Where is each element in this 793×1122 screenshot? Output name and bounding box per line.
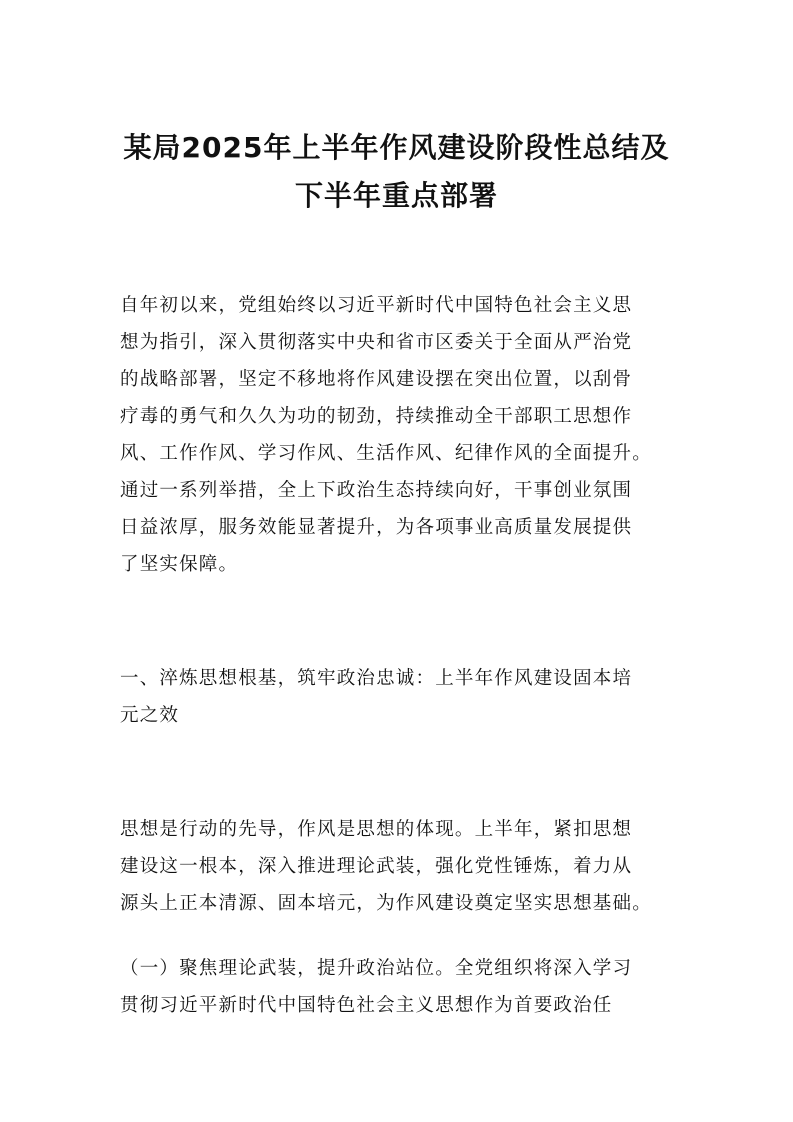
- heading-line: 元之效: [120, 705, 180, 726]
- paragraph-line: 源头上正本清源、固本培元，为作风建设奠定坚实思想基础。: [120, 893, 652, 914]
- paragraph-line: 通过一系列举措，全上下政治生态持续向好，干事创业氛围: [120, 480, 633, 501]
- section-heading-1: [120, 660, 675, 734]
- paragraph-line: 思想是行动的先导，作风是思想的体现。上半年，紧扣思想: [120, 819, 633, 840]
- section-1-paragraph: [120, 811, 675, 922]
- paragraph-line: 了坚实保障。: [120, 554, 239, 575]
- heading-line: 一、淬炼思想根基，筑牢政治忠诚：上半年作风建设固本培: [120, 668, 633, 689]
- document-title-line-2: 下半年重点部署: [294, 179, 498, 212]
- paragraph-line: 贯彻习近平新时代中国特色社会主义思想作为首要政治任: [120, 995, 613, 1016]
- paragraph-line: 自年初以来，党组始终以习近平新时代中国特色社会主义思: [120, 295, 633, 316]
- paragraph-line: 想为指引，深入贯彻落实中央和省市区委关于全面从严治党: [120, 332, 633, 353]
- paragraph-line: 疗毒的勇气和久久为功的韧劲，持续推动全干部职工思想作: [120, 406, 633, 427]
- subsection-1-paragraph: [120, 950, 675, 1024]
- intro-paragraph: [120, 287, 675, 583]
- document-title-line-1: 某局2025年上半年作风建设阶段性总结及: [123, 131, 670, 164]
- paragraph-line: 的战略部署，坚定不移地将作风建设摆在突出位置，以刮骨: [120, 369, 633, 390]
- paragraph-line: 日益浓厚，服务效能显著提升，为各项事业高质量发展提供: [120, 517, 633, 538]
- paragraph-line: （一）聚焦理论武装，提升政治站位。全党组织将深入学习: [120, 958, 633, 979]
- paragraph-line: 风、工作作风、学习作风、生活作风、纪律作风的全面提升。: [120, 443, 652, 464]
- paragraph-line: 建设这一根本，深入推进理论武装，强化党性锤炼，着力从: [120, 856, 633, 877]
